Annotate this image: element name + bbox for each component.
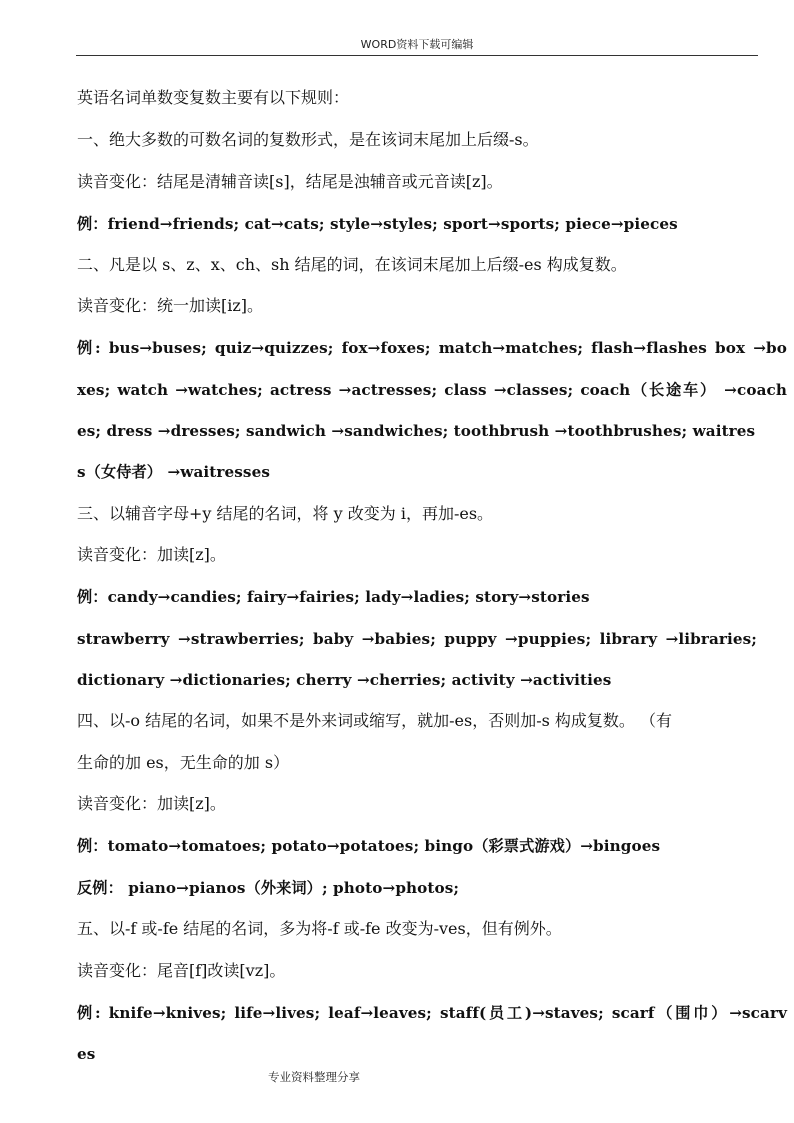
rule-1-examples: 例：friend→friends; cat→cats; style→styles; sport→sports; piece→pieces: [77, 215, 678, 233]
rule-5-examples-line-2: es: [77, 1045, 96, 1063]
rule-4-counter-examples: 反例： piano→pianos（外来词）; photo→photos;: [77, 879, 460, 897]
rule-3-examples-line-2: strawberry →strawberries; baby →babies; puppy →puppies; library →libraries;: [77, 630, 757, 648]
rule-5-examples-line-1: 例: knife→knives; life→lives; leaf→leaves; staff(员工)→staves; scarf（围巾）→scarv: [77, 1004, 787, 1022]
rule-3-heading: 三、以辅音字母+y 结尾的名词，将 y 改变为 i，再加-es。: [77, 504, 494, 523]
intro-line: 英语名词单数变复数主要有以下规则：: [77, 88, 350, 107]
rule-1-pronunciation: 读音变化：结尾是清辅音读[s]，结尾是浊辅音或元音读[z]。: [77, 172, 503, 191]
rule-3-pronunciation: 读音变化：加读[z]。: [77, 545, 226, 564]
rule-4-pronunciation: 读音变化：加读[z]。: [77, 794, 226, 813]
rule-5-heading: 五、以-f 或-fe 结尾的名词，多为将-f 或-fe 改变为-ves，但有例外。: [77, 919, 562, 938]
rule-2-examples-line-3: es; dress →dresses; sandwich →sandwiches; toothbrush →toothbrushes; waitres: [77, 422, 756, 440]
rule-2-pronunciation: 读音变化：统一加读[iz]。: [77, 296, 264, 315]
rule-3-examples-line-3: dictionary →dictionaries; cherry →cherries; activity →activities: [77, 671, 612, 689]
rule-3-examples-line-1: 例：candy→candies; fairy→fairies; lady→ladies; story→stories: [77, 588, 590, 606]
rule-2-examples-line-4: s（女侍者） →waitresses: [77, 463, 270, 481]
rule-5-pronunciation: 读音变化：尾音[f]改读[vz]。: [77, 961, 286, 980]
page-header: WORD资料下载可编辑: [360, 38, 474, 51]
rule-4-examples: 例：tomato→tomatoes; potato→potatoes; bingo（彩票式游戏）→bingoes: [77, 837, 661, 855]
rule-2-heading: 二、凡是以 s、z、x、ch、sh 结尾的词，在该词末尾加上后缀-es 构成复数。: [77, 255, 627, 274]
rule-1-heading: 一、绝大多数的可数名词的复数形式，是在该词末尾加上后缀-s。: [77, 130, 539, 149]
rule-4-heading: 四、以-o 结尾的名词，如果不是外来词或缩写，就加-es，否则加-s 构成复数。 （有: [77, 711, 673, 730]
page-footer: 专业资料整理分享: [268, 1070, 360, 1084]
rule-4-heading-continued: 生命的加 es，无生命的加 s）: [77, 753, 290, 772]
rule-2-examples-line-1: 例: bus→buses; quiz→quizzes; fox→foxes; match→matches; flash→flashes box →bo: [77, 339, 787, 357]
rule-2-examples-line-2: xes; watch →watches; actress →actresses; class →classes; coach（长途车） →coach: [77, 381, 787, 399]
header-divider: [76, 55, 758, 56]
